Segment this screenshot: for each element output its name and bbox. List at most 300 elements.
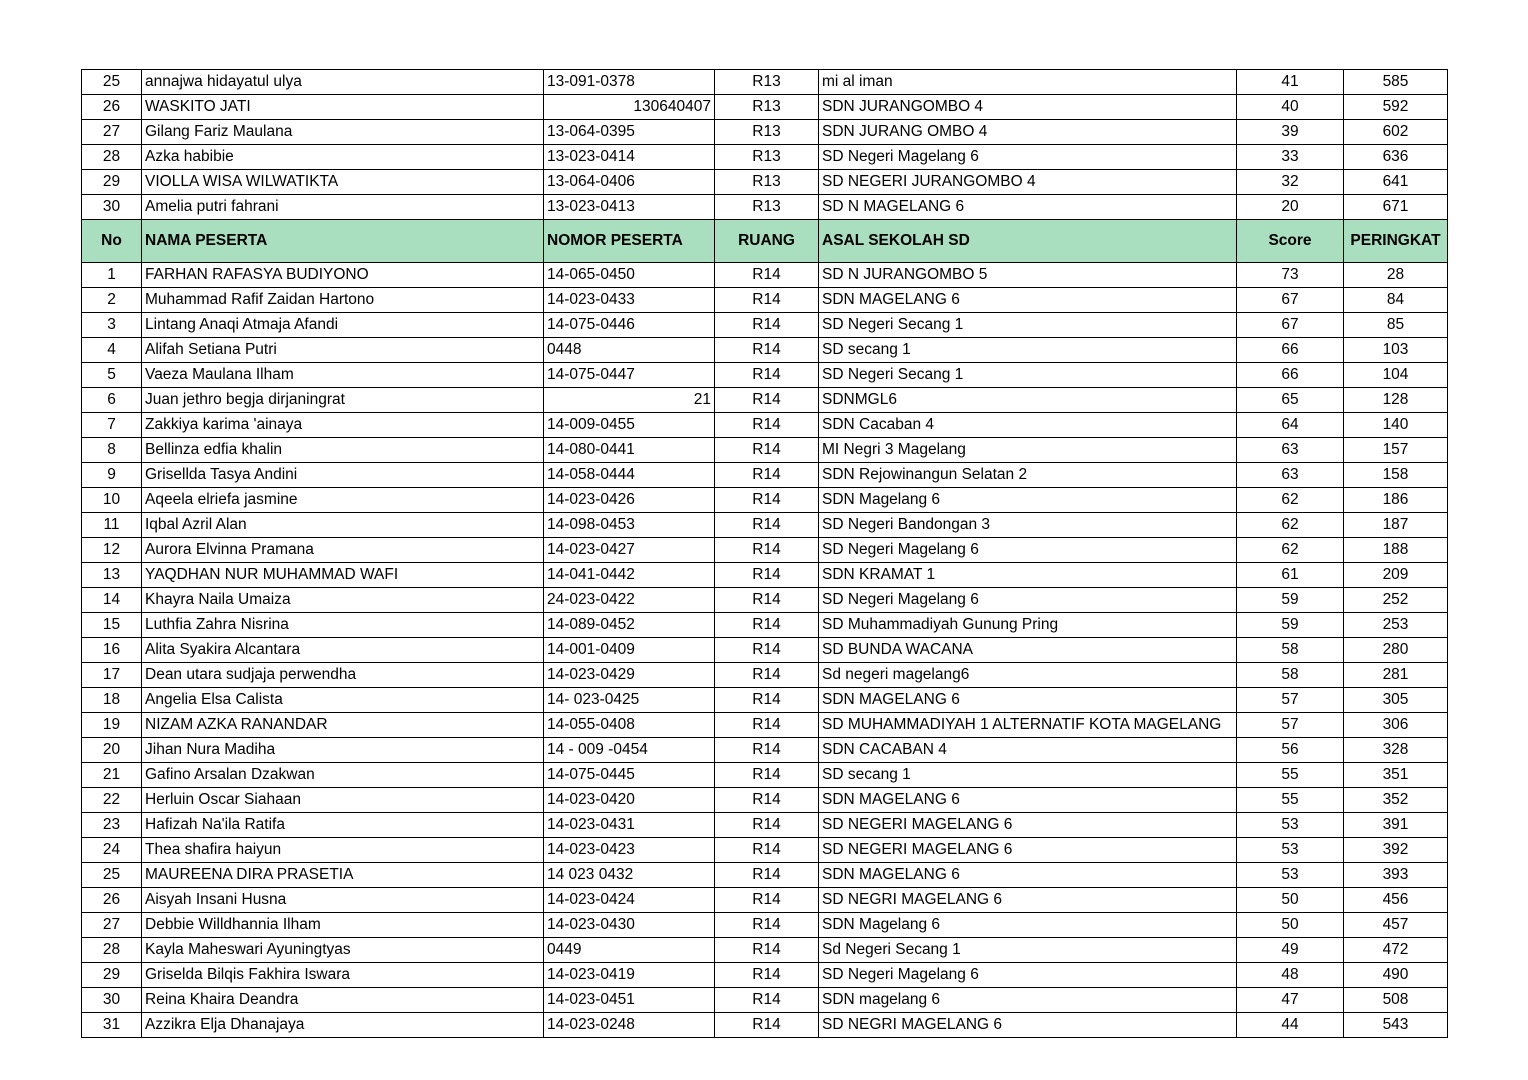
table-row: [82, 170, 1448, 195]
cell-nama-peserta: YAQDHAN NUR MUHAMMAD WAFI: [142, 563, 544, 588]
cell-peringkat: 306: [1344, 713, 1448, 738]
table-row: [82, 1013, 1448, 1038]
cell-peringkat: 187: [1344, 513, 1448, 538]
cell-nama-peserta: Juan jethro begja dirjaningrat: [142, 388, 544, 413]
cell-score: 62: [1237, 513, 1344, 538]
table-row: [82, 988, 1448, 1013]
cell-ruang: R14: [715, 413, 819, 438]
table-row: [82, 763, 1448, 788]
cell-score: 53: [1237, 813, 1344, 838]
cell-peringkat: 280: [1344, 638, 1448, 663]
cell-no: 30: [82, 195, 142, 220]
table-row: [82, 70, 1448, 95]
cell-nama-peserta: Thea shafira haiyun: [142, 838, 544, 863]
cell-score: 53: [1237, 838, 1344, 863]
table-row: [82, 463, 1448, 488]
table-row: [82, 838, 1448, 863]
cell-peringkat: 85: [1344, 313, 1448, 338]
cell-ruang: R14: [715, 788, 819, 813]
cell-score: 63: [1237, 438, 1344, 463]
cell-no: 11: [82, 513, 142, 538]
cell-no: 30: [82, 988, 142, 1013]
cell-ruang: R14: [715, 613, 819, 638]
cell-nama-peserta: Kayla Maheswari Ayuningtyas: [142, 938, 544, 963]
cell-peringkat: 209: [1344, 563, 1448, 588]
table-row: [82, 313, 1448, 338]
cell-peringkat: 352: [1344, 788, 1448, 813]
cell-score: 73: [1237, 263, 1344, 288]
cell-nomor-peserta: 14-055-0408: [544, 713, 715, 738]
cell-score: 58: [1237, 638, 1344, 663]
cell-nomor-peserta: 13-064-0395: [544, 120, 715, 145]
table-row: [82, 145, 1448, 170]
cell-asal-sekolah: SD NEGRI MAGELANG 6: [819, 1013, 1237, 1038]
cell-peringkat: 391: [1344, 813, 1448, 838]
cell-ruang: R13: [715, 145, 819, 170]
cell-no: 23: [82, 813, 142, 838]
cell-asal-sekolah: SD NEGERI MAGELANG 6: [819, 838, 1237, 863]
cell-no: 27: [82, 913, 142, 938]
cell-nomor-peserta: 14-065-0450: [544, 263, 715, 288]
cell-ruang: R14: [715, 763, 819, 788]
cell-asal-sekolah: SD NEGERI MAGELANG 6: [819, 813, 1237, 838]
cell-nama-peserta: Gilang Fariz Maulana: [142, 120, 544, 145]
cell-nomor-peserta: 14-075-0446: [544, 313, 715, 338]
cell-nomor-peserta: 14-089-0452: [544, 613, 715, 638]
table-row: [82, 738, 1448, 763]
cell-nomor-peserta: 13-064-0406: [544, 170, 715, 195]
cell-nama-peserta: FARHAN RAFASYA BUDIYONO: [142, 263, 544, 288]
cell-asal-sekolah: SDN MAGELANG 6: [819, 863, 1237, 888]
cell-score: 50: [1237, 888, 1344, 913]
cell-nomor-peserta: 14-023-0423: [544, 838, 715, 863]
cell-score: 67: [1237, 288, 1344, 313]
cell-peringkat: 457: [1344, 913, 1448, 938]
table-row: [82, 938, 1448, 963]
cell-nomor-peserta: 14-098-0453: [544, 513, 715, 538]
cell-asal-sekolah: SDN Rejowinangun Selatan 2: [819, 463, 1237, 488]
cell-peringkat: 328: [1344, 738, 1448, 763]
cell-ruang: R13: [715, 120, 819, 145]
cell-nama-peserta: Grisellda Tasya Andini: [142, 463, 544, 488]
cell-peringkat: 157: [1344, 438, 1448, 463]
cell-peringkat: 393: [1344, 863, 1448, 888]
cell-no: 14: [82, 588, 142, 613]
cell-ruang: R14: [715, 513, 819, 538]
cell-no: 31: [82, 1013, 142, 1038]
table-row: [82, 813, 1448, 838]
cell-no: 25: [82, 863, 142, 888]
cell-nama-peserta: MAUREENA DIRA PRASETIA: [142, 863, 544, 888]
cell-no: 22: [82, 788, 142, 813]
cell-peringkat: 281: [1344, 663, 1448, 688]
cell-nama-peserta: Khayra Naila Umaiza: [142, 588, 544, 613]
cell-nomor-peserta: 14-058-0444: [544, 463, 715, 488]
cell-asal-sekolah: SD Negeri Bandongan 3: [819, 513, 1237, 538]
cell-asal-sekolah: SDN Cacaban 4: [819, 413, 1237, 438]
cell-nama-peserta: Amelia putri fahrani: [142, 195, 544, 220]
cell-score: 57: [1237, 713, 1344, 738]
cell-ruang: R14: [715, 438, 819, 463]
cell-ruang: R14: [715, 863, 819, 888]
table-row: [82, 438, 1448, 463]
cell-asal-sekolah: SD N JURANGOMBO 5: [819, 263, 1237, 288]
table-row: [82, 413, 1448, 438]
cell-no: 10: [82, 488, 142, 513]
cell-no: 25: [82, 70, 142, 95]
cell-peringkat: 543: [1344, 1013, 1448, 1038]
cell-nama-peserta: Azzikra Elja Dhanajaya: [142, 1013, 544, 1038]
cell-score: 56: [1237, 738, 1344, 763]
cell-no: 29: [82, 170, 142, 195]
header-ruang: RUANG: [715, 220, 819, 263]
cell-asal-sekolah: SDN MAGELANG 6: [819, 288, 1237, 313]
cell-score: 67: [1237, 313, 1344, 338]
cell-asal-sekolah: SD Negeri Secang 1: [819, 363, 1237, 388]
cell-score: 62: [1237, 538, 1344, 563]
cell-peringkat: 84: [1344, 288, 1448, 313]
cell-nama-peserta: VIOLLA WISA WILWATIKTA: [142, 170, 544, 195]
cell-peringkat: 186: [1344, 488, 1448, 513]
table-header: [82, 220, 1448, 263]
cell-score: 47: [1237, 988, 1344, 1013]
cell-no: 26: [82, 888, 142, 913]
cell-peringkat: 188: [1344, 538, 1448, 563]
cell-nomor-peserta: 14-075-0445: [544, 763, 715, 788]
cell-no: 28: [82, 938, 142, 963]
cell-peringkat: 641: [1344, 170, 1448, 195]
cell-no: 26: [82, 95, 142, 120]
header-row: [82, 220, 1448, 263]
cell-no: 29: [82, 963, 142, 988]
cell-asal-sekolah: SD Muhammadiyah Gunung Pring: [819, 613, 1237, 638]
cell-asal-sekolah: SDN MAGELANG 6: [819, 688, 1237, 713]
cell-no: 2: [82, 288, 142, 313]
cell-no: 18: [82, 688, 142, 713]
cell-score: 64: [1237, 413, 1344, 438]
cell-nama-peserta: Azka habibie: [142, 145, 544, 170]
table-row: [82, 713, 1448, 738]
cell-nomor-peserta: 14-023-0419: [544, 963, 715, 988]
cell-peringkat: 158: [1344, 463, 1448, 488]
table-row: [82, 388, 1448, 413]
cell-ruang: R13: [715, 195, 819, 220]
cell-ruang: R14: [715, 488, 819, 513]
cell-nomor-peserta: 14-023-0427: [544, 538, 715, 563]
cell-no: 12: [82, 538, 142, 563]
cell-nomor-peserta: 14 023 0432: [544, 863, 715, 888]
cell-nama-peserta: Alita Syakira Alcantara: [142, 638, 544, 663]
cell-asal-sekolah: SD secang 1: [819, 763, 1237, 788]
header-score: Score: [1237, 220, 1344, 263]
cell-ruang: R14: [715, 538, 819, 563]
cell-no: 15: [82, 613, 142, 638]
cell-nomor-peserta: 14-080-0441: [544, 438, 715, 463]
table-row: [82, 488, 1448, 513]
cell-peringkat: 490: [1344, 963, 1448, 988]
cell-ruang: R14: [715, 988, 819, 1013]
cell-nomor-peserta: 13-023-0414: [544, 145, 715, 170]
cell-score: 44: [1237, 1013, 1344, 1038]
cell-ruang: R14: [715, 288, 819, 313]
cell-peringkat: 28: [1344, 263, 1448, 288]
cell-asal-sekolah: SD secang 1: [819, 338, 1237, 363]
cell-no: 24: [82, 838, 142, 863]
cell-peringkat: 351: [1344, 763, 1448, 788]
cell-peringkat: 392: [1344, 838, 1448, 863]
cell-ruang: R14: [715, 263, 819, 288]
cell-nomor-peserta: 14-023-0248: [544, 1013, 715, 1038]
cell-nama-peserta: Iqbal Azril Alan: [142, 513, 544, 538]
cell-ruang: R14: [715, 688, 819, 713]
cell-nomor-peserta: 14- 023-0425: [544, 688, 715, 713]
cell-asal-sekolah: SD BUNDA WACANA: [819, 638, 1237, 663]
cell-nama-peserta: Hafizah Na'ila Ratifa: [142, 813, 544, 838]
cell-nama-peserta: WASKITO JATI: [142, 95, 544, 120]
cell-score: 49: [1237, 938, 1344, 963]
cell-no: 28: [82, 145, 142, 170]
cell-score: 53: [1237, 863, 1344, 888]
cell-nomor-peserta: 14-009-0455: [544, 413, 715, 438]
cell-nomor-peserta: 14-023-0430: [544, 913, 715, 938]
cell-score: 59: [1237, 588, 1344, 613]
table-row: [82, 263, 1448, 288]
table-row: [82, 888, 1448, 913]
cell-asal-sekolah: SDNMGL6: [819, 388, 1237, 413]
table-row: [82, 588, 1448, 613]
cell-nama-peserta: Jihan Nura Madiha: [142, 738, 544, 763]
cell-asal-sekolah: MI Negri 3 Magelang: [819, 438, 1237, 463]
cell-no: 16: [82, 638, 142, 663]
cell-ruang: R14: [715, 938, 819, 963]
cell-score: 50: [1237, 913, 1344, 938]
cell-asal-sekolah: SDN Magelang 6: [819, 488, 1237, 513]
cell-nama-peserta: Aurora Elvinna Pramana: [142, 538, 544, 563]
cell-score: 41: [1237, 70, 1344, 95]
cell-score: 32: [1237, 170, 1344, 195]
cell-asal-sekolah: SD Negeri Magelang 6: [819, 538, 1237, 563]
cell-nama-peserta: Gafino Arsalan Dzakwan: [142, 763, 544, 788]
cell-peringkat: 585: [1344, 70, 1448, 95]
cell-score: 55: [1237, 788, 1344, 813]
cell-nama-peserta: Debbie Willdhannia Ilham: [142, 913, 544, 938]
cell-nomor-peserta: 14-023-0433: [544, 288, 715, 313]
cell-no: 27: [82, 120, 142, 145]
header-no: No: [82, 220, 142, 263]
cell-peringkat: 636: [1344, 145, 1448, 170]
table-row: [82, 963, 1448, 988]
cell-nomor-peserta: 13-023-0413: [544, 195, 715, 220]
cell-peringkat: 252: [1344, 588, 1448, 613]
cell-peringkat: 104: [1344, 363, 1448, 388]
cell-score: 61: [1237, 563, 1344, 588]
table-body-r14: [82, 263, 1448, 1038]
cell-peringkat: 140: [1344, 413, 1448, 438]
table-row: [82, 788, 1448, 813]
cell-score: 66: [1237, 363, 1344, 388]
cell-ruang: R14: [715, 738, 819, 763]
cell-nama-peserta: Muhammad Rafif Zaidan Hartono: [142, 288, 544, 313]
cell-ruang: R14: [715, 713, 819, 738]
cell-asal-sekolah: SD Negeri Secang 1: [819, 313, 1237, 338]
cell-nama-peserta: Alifah Setiana Putri: [142, 338, 544, 363]
table-row: [82, 863, 1448, 888]
header-nama-peserta: NAMA PESERTA: [142, 220, 544, 263]
cell-no: 7: [82, 413, 142, 438]
cell-ruang: R14: [715, 663, 819, 688]
cell-no: 9: [82, 463, 142, 488]
cell-peringkat: 508: [1344, 988, 1448, 1013]
cell-no: 20: [82, 738, 142, 763]
cell-ruang: R14: [715, 388, 819, 413]
cell-nomor-peserta: 14-001-0409: [544, 638, 715, 663]
cell-asal-sekolah: Sd Negeri Secang 1: [819, 938, 1237, 963]
cell-ruang: R14: [715, 363, 819, 388]
cell-no: 3: [82, 313, 142, 338]
cell-nama-peserta: Reina Khaira Deandra: [142, 988, 544, 1013]
cell-score: 63: [1237, 463, 1344, 488]
cell-score: 33: [1237, 145, 1344, 170]
table-row: [82, 288, 1448, 313]
cell-peringkat: 472: [1344, 938, 1448, 963]
cell-score: 57: [1237, 688, 1344, 713]
cell-asal-sekolah: SD NEGRI MAGELANG 6: [819, 888, 1237, 913]
table-row: [82, 538, 1448, 563]
cell-score: 20: [1237, 195, 1344, 220]
cell-no: 21: [82, 763, 142, 788]
table-row: [82, 563, 1448, 588]
cell-no: 13: [82, 563, 142, 588]
header-nomor-peserta: NOMOR PESERTA: [544, 220, 715, 263]
cell-nama-peserta: Vaeza Maulana Ilham: [142, 363, 544, 388]
cell-score: 59: [1237, 613, 1344, 638]
cell-no: 1: [82, 263, 142, 288]
cell-nomor-peserta: 14 - 009 -0454: [544, 738, 715, 763]
cell-score: 39: [1237, 120, 1344, 145]
cell-score: 40: [1237, 95, 1344, 120]
cell-nomor-peserta: 14-023-0426: [544, 488, 715, 513]
cell-nomor-peserta: 130640407: [544, 95, 715, 120]
cell-nama-peserta: Aqeela elriefa jasmine: [142, 488, 544, 513]
cell-score: 55: [1237, 763, 1344, 788]
cell-ruang: R14: [715, 1013, 819, 1038]
cell-peringkat: 128: [1344, 388, 1448, 413]
table-row: [82, 195, 1448, 220]
cell-score: 62: [1237, 488, 1344, 513]
cell-nama-peserta: Luthfia Zahra Nisrina: [142, 613, 544, 638]
cell-nama-peserta: Angelia Elsa Calista: [142, 688, 544, 713]
cell-asal-sekolah: SDN MAGELANG 6: [819, 788, 1237, 813]
cell-asal-sekolah: SDN JURANGOMBO 4: [819, 95, 1237, 120]
cell-ruang: R13: [715, 95, 819, 120]
cell-nomor-peserta: 14-023-0429: [544, 663, 715, 688]
cell-peringkat: 456: [1344, 888, 1448, 913]
cell-nomor-peserta: 14-023-0451: [544, 988, 715, 1013]
cell-nama-peserta: Herluin Oscar Siahaan: [142, 788, 544, 813]
cell-ruang: R14: [715, 838, 819, 863]
cell-nomor-peserta: 14-023-0424: [544, 888, 715, 913]
table-row: [82, 513, 1448, 538]
cell-ruang: R14: [715, 638, 819, 663]
cell-ruang: R14: [715, 588, 819, 613]
cell-peringkat: 602: [1344, 120, 1448, 145]
cell-peringkat: 305: [1344, 688, 1448, 713]
cell-ruang: R14: [715, 813, 819, 838]
cell-ruang: R14: [715, 913, 819, 938]
table-row: [82, 613, 1448, 638]
cell-asal-sekolah: SD Negeri Magelang 6: [819, 588, 1237, 613]
cell-score: 65: [1237, 388, 1344, 413]
header-peringkat: PERINGKAT: [1344, 220, 1448, 263]
cell-nomor-peserta: 13-091-0378: [544, 70, 715, 95]
cell-ruang: R14: [715, 888, 819, 913]
table-row: [82, 120, 1448, 145]
cell-asal-sekolah: SDN CACABAN 4: [819, 738, 1237, 763]
cell-nama-peserta: Bellinza edfia khalin: [142, 438, 544, 463]
cell-score: 58: [1237, 663, 1344, 688]
cell-nomor-peserta: 14-023-0420: [544, 788, 715, 813]
cell-no: 4: [82, 338, 142, 363]
cell-no: 5: [82, 363, 142, 388]
table-row: [82, 338, 1448, 363]
cell-nama-peserta: Lintang Anaqi Atmaja Afandi: [142, 313, 544, 338]
cell-asal-sekolah: SD NEGERI JURANGOMBO 4: [819, 170, 1237, 195]
cell-ruang: R14: [715, 463, 819, 488]
cell-peringkat: 253: [1344, 613, 1448, 638]
cell-nama-peserta: annajwa hidayatul ulya: [142, 70, 544, 95]
cell-nomor-peserta: 14-075-0447: [544, 363, 715, 388]
ranking-table: [81, 69, 1448, 1038]
cell-nomor-peserta: 21: [544, 388, 715, 413]
cell-no: 6: [82, 388, 142, 413]
table-row: [82, 95, 1448, 120]
cell-asal-sekolah: SD Negeri Magelang 6: [819, 963, 1237, 988]
cell-asal-sekolah: SDN magelang 6: [819, 988, 1237, 1013]
cell-nomor-peserta: 0448: [544, 338, 715, 363]
table-row: [82, 638, 1448, 663]
table-row: [82, 363, 1448, 388]
cell-no: 19: [82, 713, 142, 738]
cell-ruang: R14: [715, 338, 819, 363]
table-row: [82, 913, 1448, 938]
cell-nomor-peserta: 0449: [544, 938, 715, 963]
cell-ruang: R14: [715, 313, 819, 338]
cell-nama-peserta: Zakkiya karima 'ainaya: [142, 413, 544, 438]
cell-asal-sekolah: mi al iman: [819, 70, 1237, 95]
cell-no: 8: [82, 438, 142, 463]
cell-nomor-peserta: 14-041-0442: [544, 563, 715, 588]
cell-nama-peserta: Aisyah Insani Husna: [142, 888, 544, 913]
cell-asal-sekolah: SDN JURANG OMBO 4: [819, 120, 1237, 145]
cell-peringkat: 592: [1344, 95, 1448, 120]
table-row: [82, 688, 1448, 713]
cell-asal-sekolah: SD N MAGELANG 6: [819, 195, 1237, 220]
cell-asal-sekolah: SD Negeri Magelang 6: [819, 145, 1237, 170]
cell-ruang: R13: [715, 170, 819, 195]
cell-peringkat: 671: [1344, 195, 1448, 220]
cell-ruang: R14: [715, 563, 819, 588]
cell-asal-sekolah: Sd negeri magelang6: [819, 663, 1237, 688]
cell-nomor-peserta: 24-023-0422: [544, 588, 715, 613]
cell-peringkat: 103: [1344, 338, 1448, 363]
cell-asal-sekolah: SD MUHAMMADIYAH 1 ALTERNATIF KOTA MAGELANG: [819, 713, 1237, 738]
cell-no: 17: [82, 663, 142, 688]
cell-nomor-peserta: 14-023-0431: [544, 813, 715, 838]
cell-ruang: R13: [715, 70, 819, 95]
cell-nama-peserta: Griselda Bilqis Fakhira Iswara: [142, 963, 544, 988]
cell-score: 48: [1237, 963, 1344, 988]
cell-asal-sekolah: SDN Magelang 6: [819, 913, 1237, 938]
